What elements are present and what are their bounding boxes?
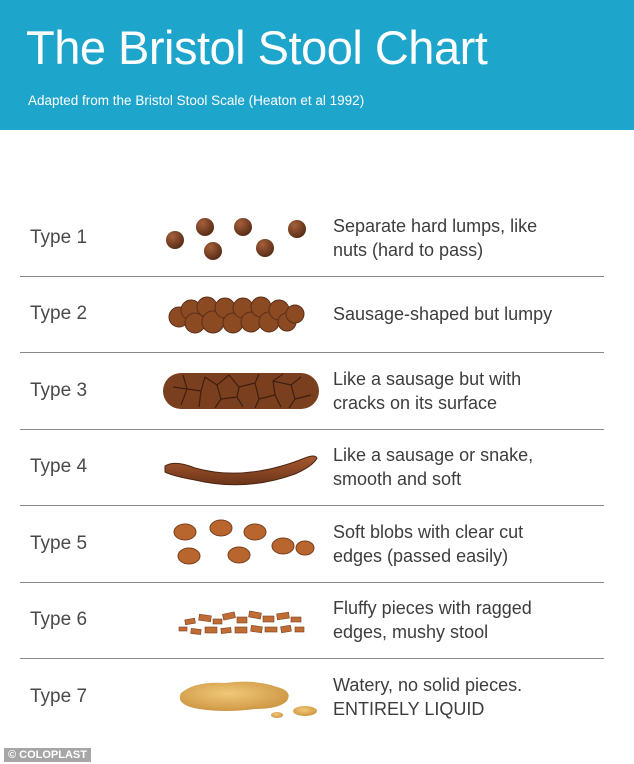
fluffy-pieces-icon	[155, 583, 335, 659]
row-description: Separate hard lumps, like nuts (hard to pass)	[333, 215, 538, 260]
row-description: Fluffy pieces with ragged edges, mushy stool	[333, 598, 532, 643]
image-credit: © COLOPLAST	[4, 748, 91, 762]
row-description: Like a sausage or snake, smooth and soft	[333, 445, 534, 490]
table-row-type-6	[20, 583, 604, 660]
page-subtitle: Adapted from the Bristol Stool Scale (Heaton et al 1992)	[28, 93, 365, 108]
lumpy-sausage-icon	[155, 277, 335, 353]
page-title: The Bristol Stool Chart	[26, 21, 488, 74]
table-row-type-7	[20, 659, 604, 736]
table-row-type-1	[20, 200, 604, 277]
table-row-type-3	[20, 353, 604, 430]
row-label: Type 4	[30, 456, 88, 478]
row-description: Like a sausage but with cracks on its surface	[333, 368, 522, 413]
row-description: Soft blobs with clear cut edges (passed easily)	[333, 521, 524, 566]
row-description: Watery, no solid pieces. ENTIRELY LIQUID	[333, 675, 523, 720]
header-banner	[0, 0, 634, 130]
table-row-type-2	[20, 277, 604, 354]
table-row-type-4	[20, 430, 604, 507]
row-label: Type 2	[30, 303, 88, 325]
row-label: Type 3	[30, 379, 88, 401]
watery-puddle-icon	[155, 659, 335, 735]
table-row-type-5	[20, 506, 604, 583]
cracked-sausage-icon	[155, 353, 335, 429]
row-label: Type 7	[30, 686, 88, 708]
row-description: Sausage-shaped but lumpy	[333, 304, 553, 325]
row-label: Type 1	[30, 226, 88, 248]
row-label: Type 5	[30, 532, 88, 554]
hard-lumps-icon	[155, 200, 335, 276]
stool-type-table	[20, 200, 604, 736]
row-label: Type 6	[30, 609, 88, 631]
soft-blobs-icon	[155, 506, 335, 582]
smooth-snake-icon	[155, 430, 335, 506]
